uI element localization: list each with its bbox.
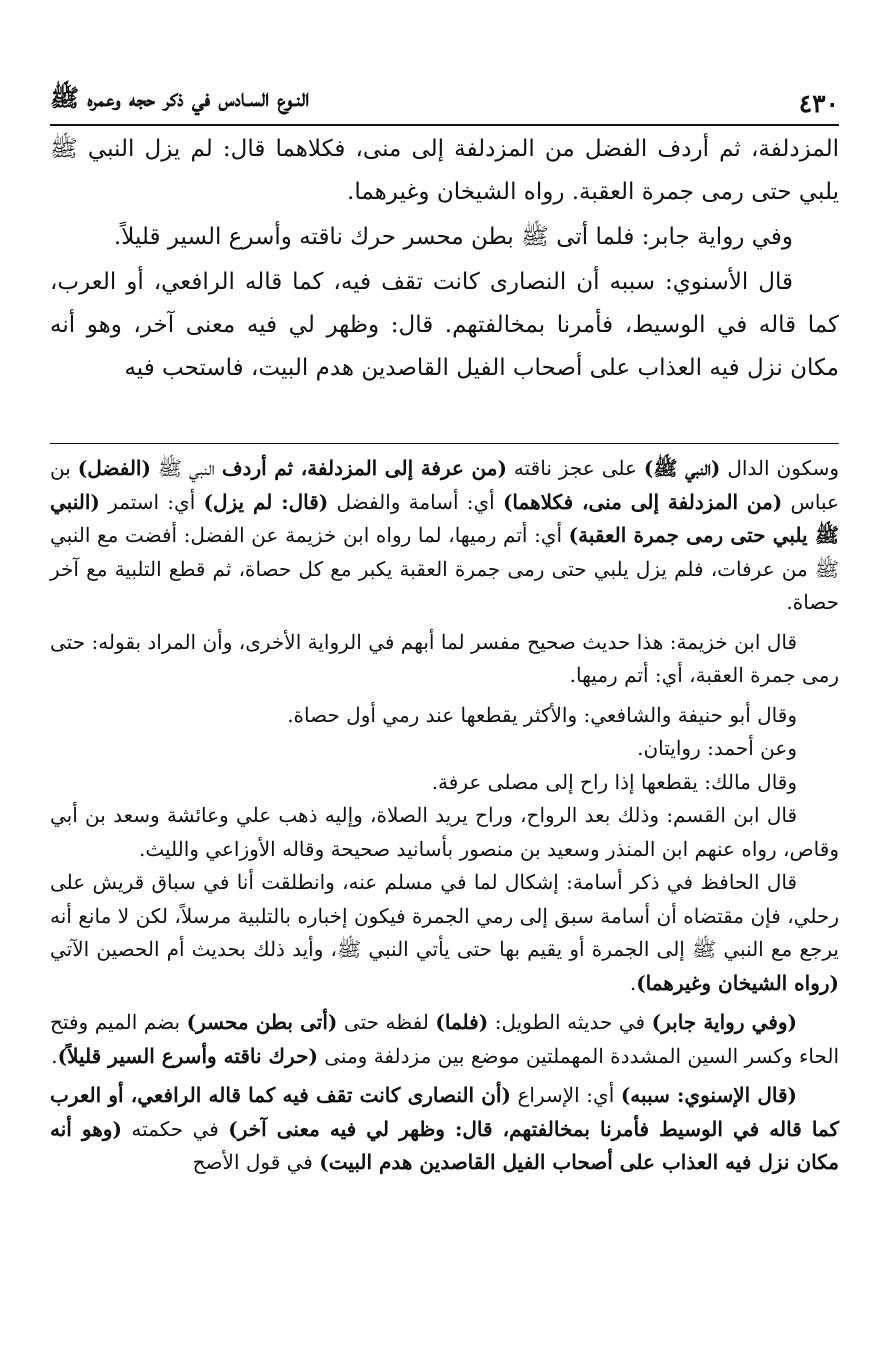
commentary-paragraph: وقال مالك: يقطعها إذا راح إلى مصلى عرفة. [431,769,797,794]
commentary-paragraph: وعن أحمد: روايتان. [637,736,797,760]
quoted-text: (حرك ناقته وأسرع السير قليلاً) [57,1043,318,1068]
quoted-text: (أتى بطن محسر) [186,1010,338,1034]
main-paragraph: قال الأسنوي: سببه أن النصارى كانت تقف فيه، كما قاله الرافعي، أو العرب، كما قاله في الوسيط، فأمرنا بمخالفتهم. قال: وظهر لي فيه معنى آخر، وهو أنه مكان نزل فيه العذاب على أصحاب الفيل القاصدين هدم البيت، فاستحب فيه [50,269,839,381]
commentary-text: في قول الأصح [192,1150,320,1174]
quoted-text: (أن النصارى كانت تقف فيه كما قاله الرافعي، أو العرب كما قاله في الوسيط فأمرنا بمخالفتهم، قال: وظهر لي فيه معنى آخر) [50,1083,840,1141]
commentary-text: قال الحافظ في ذكر أسامة: إشكال لما في مسلم عنه، وانطلقت أنا في سباق قريش على رحلي، فإن مقتضاه أن أسامة سبق إلى رمي الجمرة فيكون إخباره بالتلبية مرسلاً، لكن لا مانع أنه يرجع مع النبي ﷺ إلى الجمرة أو يقيم بها حتى يأتي النبي ﷺ، وأيد ذلك بحديث أم الحصين الآتي [50,870,839,961]
commentary-paragraph: قال ابن القسم: وذلك بعد الرواح، وراح يريد الصلاة، وإليه ذهب علي وعائشة وسعد بن أبي وقاص، رواه عنهم ابن المنذر وسعيد بن منصور بأسانيد صحيحة وقاله الأوزاعي والليث. [50,803,839,861]
quoted-text: (وهو أنه مكان نزل فيه العذاب على أصحاب الفيل القاصدين هدم البيت) [50,1116,839,1174]
commentary-text: في حكمته [121,1116,229,1141]
commentary-paragraph [50,866,839,1000]
quoted-text: (وفي رواية جابر) [651,1010,798,1034]
commentary-text: في حديثه الطويل: [488,1010,652,1034]
quoted-text: (فلما) [435,1010,489,1034]
footnote-separator [50,443,839,444]
main-paragraph: المزدلفة، ثم أردف الفضل من المزدلفة إلى منى، فكلاهما قال: لم يزل النبي ﷺ يلبي حتى رمى جمرة العقبة. رواه الشيخان وغيرهما. [50,136,839,205]
commentary-paragraph [50,452,839,620]
commentary-paragraph [50,1079,839,1180]
commentary-paragraph: وقال أبو حنيفة والشافعي: والأكثر يقطعها عند رمي أول حصاة. [287,702,797,727]
quoted-text: (من المزدلفة إلى منى، فكلاهما) [502,489,783,514]
commentary-text: لفظه حتى [337,1010,436,1034]
quoted-text: (النبي ﷺ يلبي حتى رمى جمرة العقبة) [50,489,840,547]
commentary-text: أي: الإسراع [510,1083,621,1107]
quoted-text: (الفضل) [77,456,151,480]
main-paragraph: وفي رواية جابر: فلما أتى ﷺ بطن محسر حرك ناقته وأسرع السير قليلاً. [113,224,793,250]
commentary [50,452,839,1180]
page-number: ٤٣٠ [798,89,839,118]
commentary-text: أي: استمر [99,489,204,514]
commentary-text: . [629,970,637,995]
main-text [50,128,839,392]
commentary-paragraph: قال ابن خزيمة: هذا حديث صحيح مفسر لما أبهم في الرواية الأخرى، وأن المراد بقوله: حتى رمى جمرة العقبة، أي: أتم رميها. [50,629,839,687]
commentary-text: . [51,1043,58,1068]
running-title: النـوع السـادس في ذكر حجه وعمره ﷺ [50,83,310,112]
commentary-text: وسكون الدال [720,456,840,480]
commentary-text: أي: أسامة والفضل [328,489,503,514]
commentary-text: على عجز ناقته [506,456,644,480]
commentary-paragraph [50,1006,839,1073]
quoted-text: (من عرفة إلى المزدلفة، ثم أردف [221,456,507,480]
quoted-text: (النبي ﷺ) [643,456,721,480]
quoted-text: (قال: لم يزل) [203,489,329,514]
commentary-text: بضم الميم وفتح الحاء وكسر السين المشددة المهملتين موضع بين مزدلفة ومنى [50,1010,839,1068]
commentary-text: بن عباس [50,456,839,514]
quoted-text: (رواه الشيخان وغيرهما) [636,970,839,995]
quoted-text: (قال الإسنوي: سببه) [620,1083,797,1107]
page-header [50,68,839,126]
commentary-text: أي: أتم رميها، لما رواه ابن خزيمة عن الفضل: أفضت مع النبي ﷺ من عرفات، فلم يزل يلبي حتى رمى جمرة العقبة يكبر مع كل حصاة، ثم قطع التلبية مع آخر حصاة. [50,523,839,614]
commentary-text: النبي ﷺ [150,456,222,480]
